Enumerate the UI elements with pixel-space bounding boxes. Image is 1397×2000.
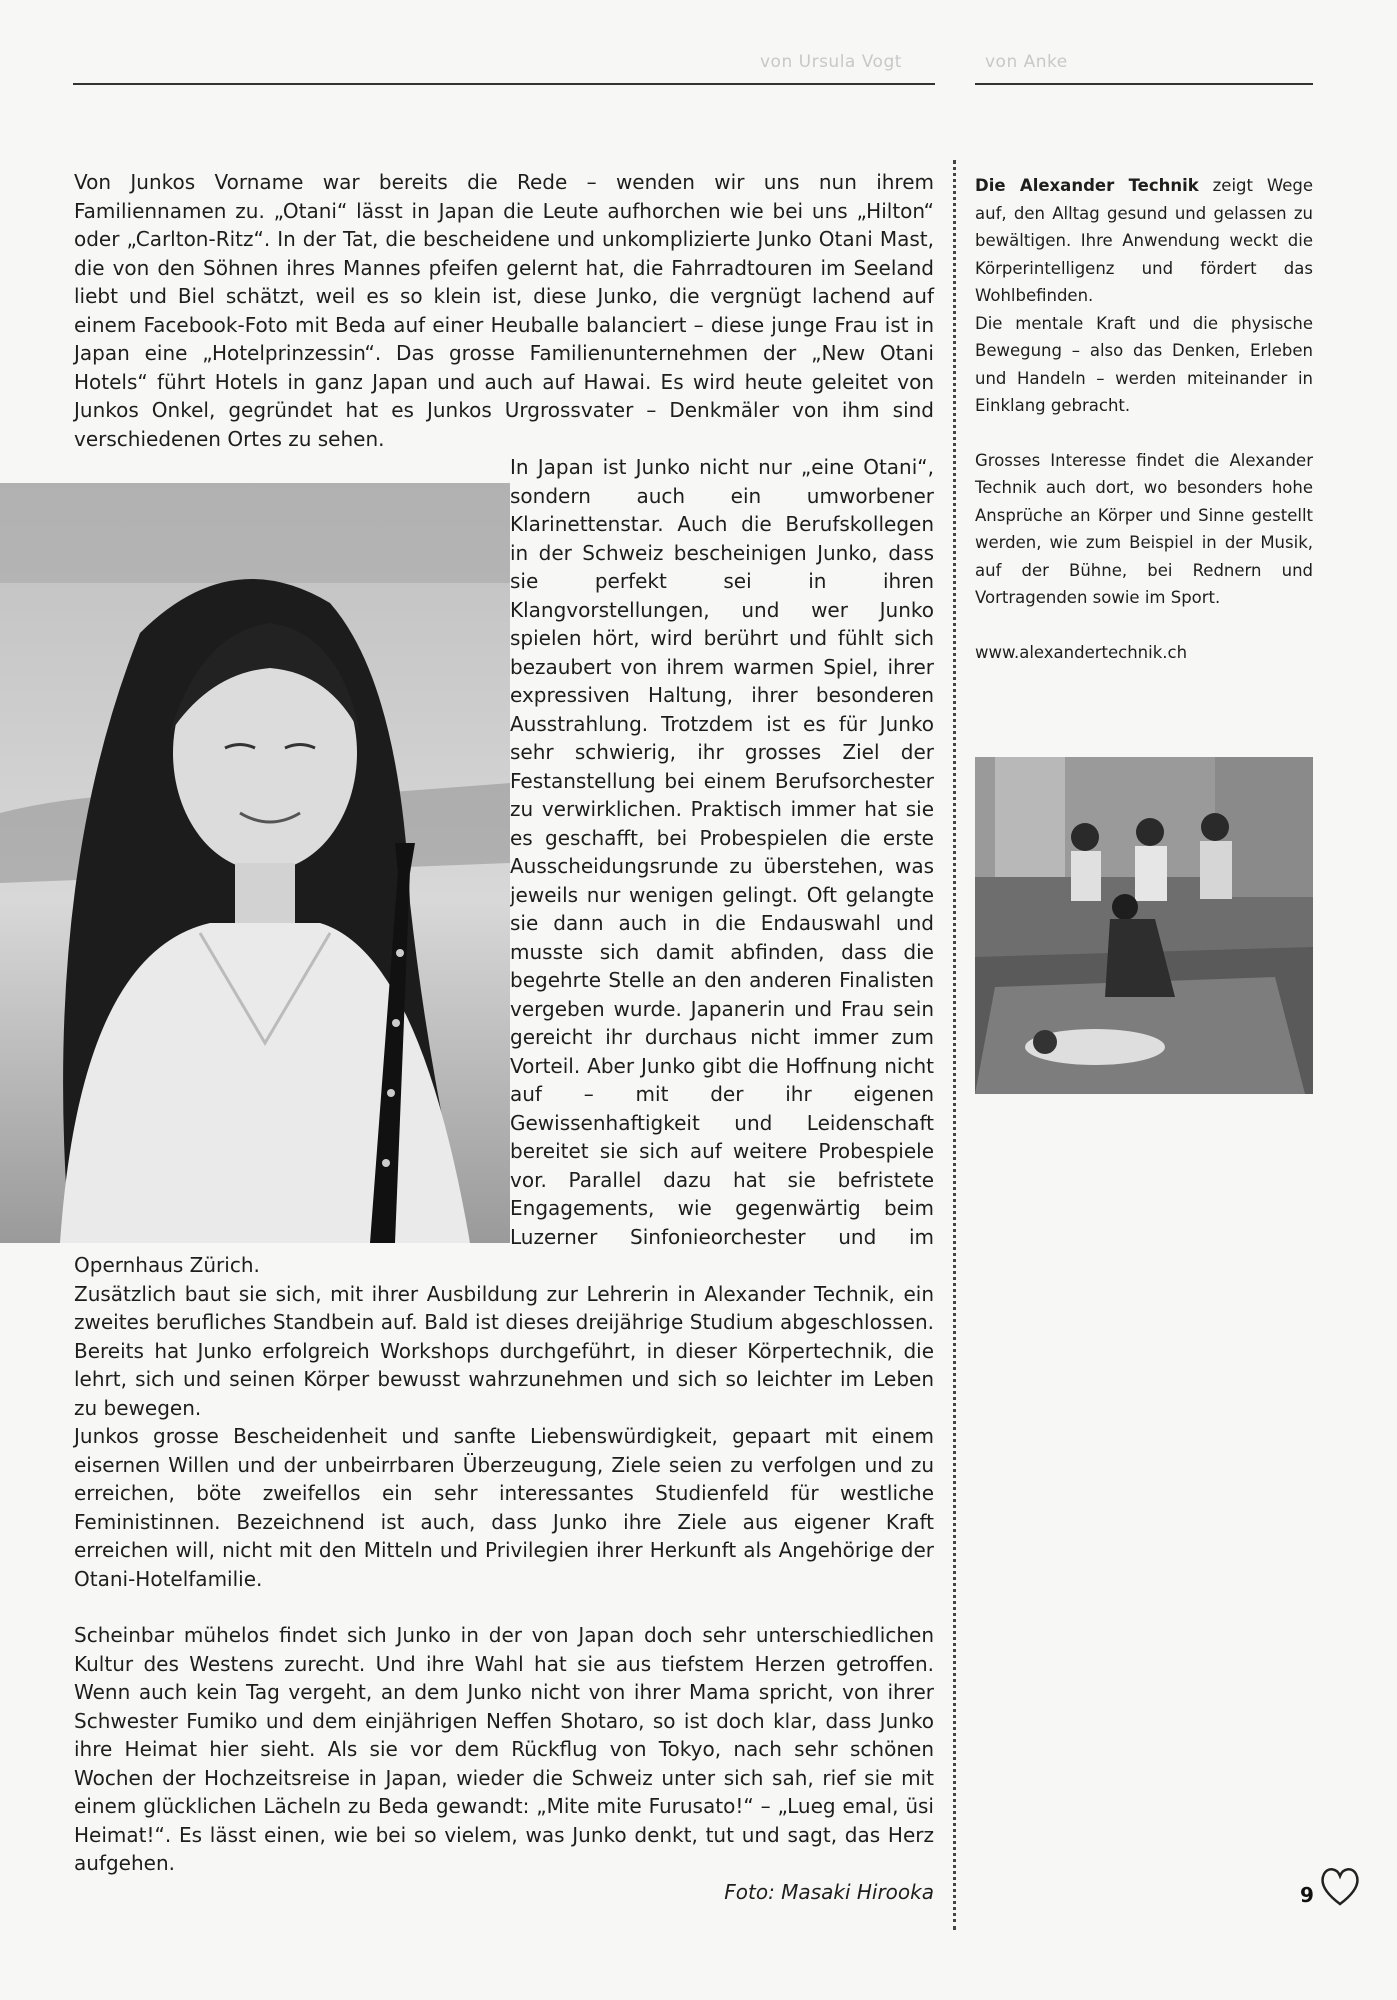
sidebar-url: www.alexandertechnik.ch [975,642,1188,662]
faint-header-left: von Ursula Vogt [760,52,902,72]
column-divider [953,160,956,1930]
workshop-image [975,757,1313,1094]
photo-credit: Foto: Masaki Hirooka [724,1879,934,1904]
sidebar [975,172,1313,666]
article-paragraph-3: Zusätzlich baut sie sich, mit ihrer Ausbildung zur Lehrerin in Alexander Technik, ein zweites berufliches Standbein auf. Bald ist dieses dreijährige Studium abgeschlossen. Bereits hat Junko erfolgreich Workshops durchgeführt, in dieser Körpertechnik, die lehrt, sich und seinen Körper bewusst wahrzunehmen und sich so leichter im Leben zu bewegen. [74,1281,934,1420]
portrait-photo [0,483,510,1243]
faint-header-right: von Anke [985,52,1068,72]
sidebar-paragraph-1 [975,172,1313,310]
article-paragraph-5: Scheinbar mühelos findet sich Junko in der von Japan doch sehr unterschiedlichen Kultur des Westens zurecht. Und ihre Wahl hat sie aus tiefstem Herzen getroffen. Wenn auch kein Tag vergeht, an dem Junko nicht von ihrer Mama spricht, von ihrer Schwester Fumiko und dem einjährigen Neffen Shotaro, so ist doch klar, dass Junko ihre Heimat hier sieht. Als sie vor dem Rückflug von Tokyo, nach sehr schönen Wochen der Hochzeitsreise in Japan, wieder die Schweiz unter sich sah, rief sie mit einem glücklichen Lächeln zu Beda gewandt: „Mite mite Furusato!“ – „Lueg emal, üsi Heimat!“. Es lässt einen, wie bei so vielem, was Junko denkt, tut und sagt, das Herz aufgehen. [74,1623,934,1875]
article-paragraph-4: Junkos grosse Bescheidenheit und sanfte Liebenswürdigkeit, gepaart mit einem eisernen Willen und der unbeirrbaren Überzeugung, Ziele seien zu verfolgen und zu erreichen, böte zweifellos ein sehr interessantes Studienfeld für westliche Feministinnen. Bezeichnend ist auch, dass Junko ihre Ziele aus eigener Kraft erreichen will, nicht mit den Mitteln und Privilegien ihrer Herkunft als Angehörige der Otani-Hotelfamilie. [74,1424,934,1591]
article-paragraph-2: In Japan ist Junko nicht nur „eine Otani“, sondern auch ein umworbener Klarinettenstar. Auch die Berufskollegen in der Schweiz bescheinigen Junko, dass sie perfekt sei in ihren Klangvorstellungen, und wer Junko spielen hört, wird berührt und fühlt sich bezaubert von ihrem warmen Spiel, ihrer expressiven Haltung, ihrer besonderen Ausstrahlung. Trotzdem ist es für Junko sehr schwierig, ihr grosses Ziel der Festanstellung bei einem Berufsorchester zu verwirklichen. Praktisch immer hat sie es geschafft, bei Probespielen die erste Ausscheidungsrunde zu überstehen, was jeweils nur wenigen gelingt. Oft gelangte sie dann auch in die Endauswahl und musste sich damit abfinden, dass die begehrte Stelle an den anderen Finalisten vergeben wurde. Japanerin und Frau sein gereicht ihr durchaus nicht immer zum Vorteil. Aber Junko gibt die Hoffnung nicht auf – mit der ihr eigenen Gewissenhaftigkeit und Leidenschaft bereitet sie sich auf weitere Probespiele vor. Parallel dazu hat sie befristete Engagements, wie gegenwärtig beim Luzerner Sinfonieorchester und im Opernhaus Zürich. [74,455,934,1277]
heart-icon [1318,1862,1362,1908]
page-number: 9 [1300,1883,1314,1907]
article-body [74,168,934,1906]
sidebar-title: Die Alexander Technik [975,176,1199,195]
sidebar-paragraph-2: Die mentale Kraft und die physische Bewegung – also das Denken, Erleben und Handeln – werden miteinander in Einklang gebracht. [975,313,1313,415]
sidebar-paragraph-3: Grosses Interesse findet die Alexander Technik auch dort, wo besonders hohe Ansprüche an Körper und Sinne gestellt werden, wie zum Beispiel in der Musik, auf der Bühne, bei Rednern und Vortragenden sowie im Sport. [975,450,1313,607]
article-paragraph-1: Von Junkos Vorname war bereits die Rede – wenden wir uns nun ihrem Familiennamen zu. „Otani“ lässt in Japan die Leute aufhorchen wie bei uns „Hilton“ oder „Carlton-Ritz“. In der Tat, die bescheidene und unkomplizierte Junko Otani Mast, die von den Söhnen ihres Mannes pfeifen gelernt hat, die Fahrradtouren im Seeland liebt und Biel schätzt, weil es so klein ist, diese Junko, die vergnügt lachend auf einem Facebook-Foto mit Beda auf einer Heuballe balanciert – diese junge Frau ist in Japan eine „Hotelprinzessin“. Das grosse Familienunternehmen der „New Otani Hotels“ führt Hotels in ganz Japan und auch auf Hawai. Es wird heute geleitet von Junkos Onkel, gegründet hat es Junkos Urgrossvater – Denkmäler von ihm sind verschiedenen Ortes zu sehen. [74,170,934,451]
sidebar-paragraph-1-text: zeigt Wege auf, den Alltag gesund und gelassen zu bewältigen. Ihre Anwendung weckt die Körperintelligenz und fördert das Wohlbefinden. [975,176,1313,305]
workshop-photo [975,757,1313,1094]
header-rule-main [73,83,935,85]
header-rule-side [975,83,1313,85]
portrait-image [0,483,510,1243]
